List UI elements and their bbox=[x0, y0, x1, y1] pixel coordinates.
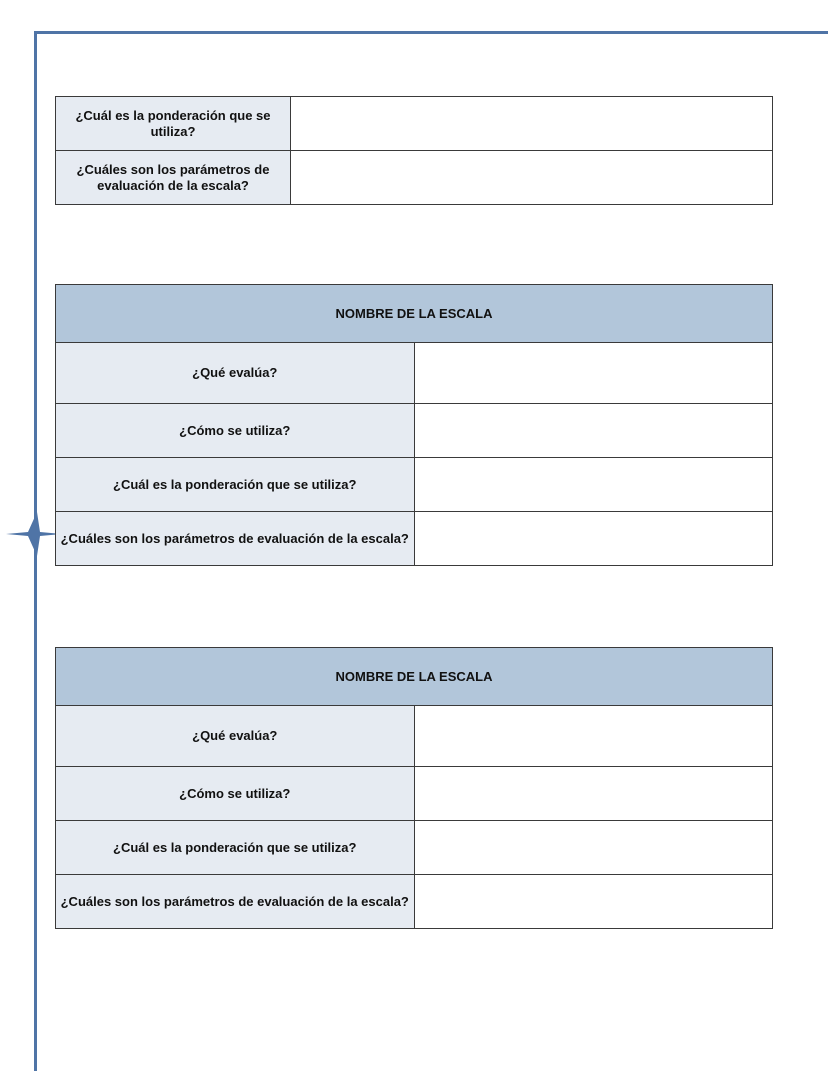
scale-table-2 bbox=[55, 284, 773, 566]
table-row bbox=[56, 767, 773, 821]
question-cell: ¿Qué evalúa? bbox=[56, 706, 415, 767]
answer-cell[interactable] bbox=[414, 821, 773, 875]
answer-cell[interactable] bbox=[291, 151, 773, 205]
page-frame-top-border bbox=[34, 31, 828, 34]
question-cell: ¿Cuáles son los parámetros de evaluación de la escala? bbox=[56, 151, 291, 205]
table-row bbox=[56, 512, 773, 566]
answer-cell[interactable] bbox=[414, 875, 773, 929]
answer-cell[interactable] bbox=[414, 767, 773, 821]
question-cell: ¿Qué evalúa? bbox=[56, 343, 415, 404]
question-cell: ¿Cuál es la ponderación que se utiliza? bbox=[56, 821, 415, 875]
table-row bbox=[56, 875, 773, 929]
question-cell: ¿Cuál es la ponderación que se utiliza? bbox=[56, 97, 291, 151]
scale-table-continuation bbox=[55, 96, 773, 205]
answer-cell[interactable] bbox=[414, 404, 773, 458]
answer-cell[interactable] bbox=[291, 97, 773, 151]
table-row bbox=[56, 404, 773, 458]
table-row bbox=[56, 706, 773, 767]
table-row bbox=[56, 343, 773, 404]
question-cell: ¿Cuáles son los parámetros de evaluación de la escala? bbox=[56, 875, 415, 929]
table-row bbox=[56, 151, 773, 205]
question-cell: ¿Cuáles son los parámetros de evaluación de la escala? bbox=[56, 512, 415, 566]
four-point-star-icon bbox=[6, 512, 62, 556]
scale-table-3 bbox=[55, 647, 773, 929]
answer-cell[interactable] bbox=[414, 343, 773, 404]
question-cell: ¿Cómo se utiliza? bbox=[56, 404, 415, 458]
question-cell: ¿Cómo se utiliza? bbox=[56, 767, 415, 821]
table-row bbox=[56, 821, 773, 875]
table-header-row bbox=[56, 648, 773, 706]
table-header-row bbox=[56, 285, 773, 343]
table-row bbox=[56, 458, 773, 512]
answer-cell[interactable] bbox=[414, 458, 773, 512]
table-header: NOMBRE DE LA ESCALA bbox=[56, 648, 773, 706]
table-row bbox=[56, 97, 773, 151]
question-cell: ¿Cuál es la ponderación que se utiliza? bbox=[56, 458, 415, 512]
answer-cell[interactable] bbox=[414, 512, 773, 566]
table-header: NOMBRE DE LA ESCALA bbox=[56, 285, 773, 343]
answer-cell[interactable] bbox=[414, 706, 773, 767]
